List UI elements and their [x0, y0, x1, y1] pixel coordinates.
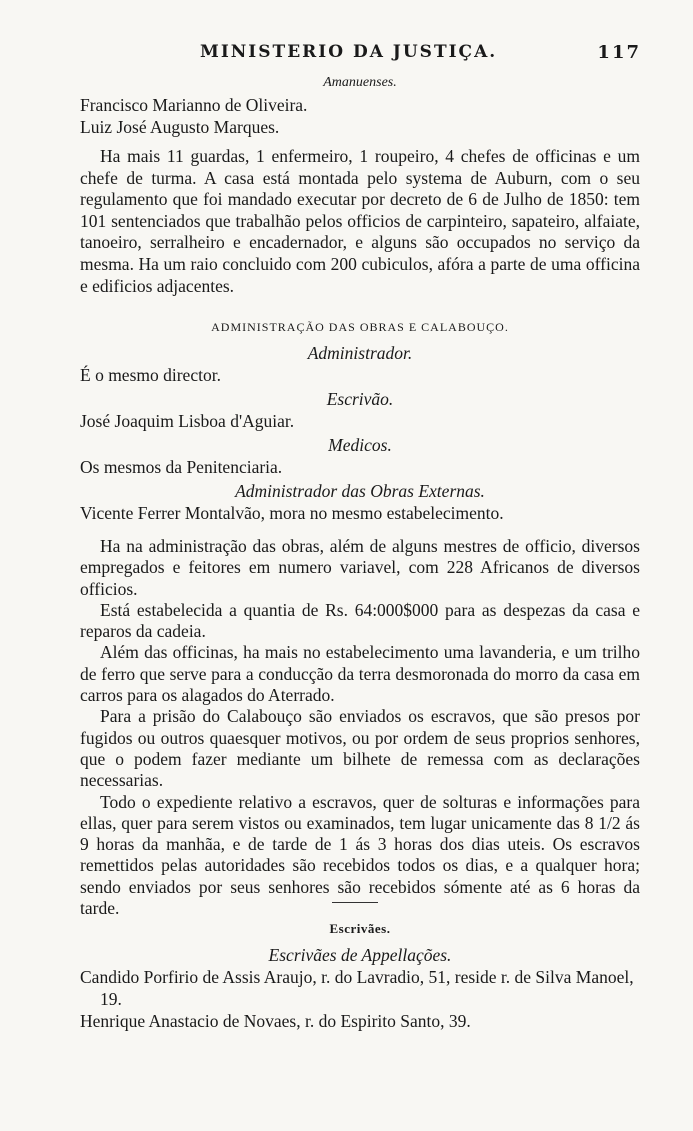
- paragraph-text: Ha na administração das obras, além de alguns mestres de officio, diversos empregados e feitores em numero variavel, com 228 Africanos de diversos officios.: [80, 536, 640, 599]
- obras-paragraphs: [80, 536, 640, 919]
- amanuenses-section: [80, 72, 640, 138]
- section-title: ADMINISTRAÇÃO DAS OBRAS E CALABOUÇO.: [211, 320, 509, 334]
- escrivao-text: José Joaquim Lisboa d'Aguiar.: [80, 411, 295, 431]
- page-number: 117: [597, 42, 641, 63]
- paragraph-text: Todo o expediente relativo a escravos, quer de solturas e informações para ellas, quer para serem vistos ou examinados, tem lugar unicamente das 8 1/2 ás 9 horas da manhãa, e de tarde de 1 ás 3 horas dos dias uteis. Os escravos remettidos pelas autoridades são recebidos todos os dias, e a qualquer hora; sendo enviados por seus senhores são recebidos sómente até as 6 horas da tarde.: [80, 791, 640, 919]
- escrivao-heading: Escrivão.: [326, 389, 394, 409]
- administrador-heading: Administrador.: [307, 343, 413, 363]
- amanuense-name: Luiz José Augusto Marques.: [80, 117, 280, 137]
- escrivao-entry: Candido Porfirio de Assis Araujo, r. do Lavradio, 51, reside r. de Silva Manoel, 19.: [80, 967, 634, 1009]
- medicos-heading: Medicos.: [328, 435, 392, 455]
- running-title: MINISTERIO DA JUSTIÇA.: [200, 42, 498, 62]
- section-divider: [332, 902, 378, 903]
- amanuenses-heading: Amanuenses.: [323, 75, 397, 90]
- escrivaes-title: Escrivães.: [329, 921, 391, 936]
- amanuense-name: Francisco Marianno de Oliveira.: [80, 95, 308, 115]
- escrivaes-section: [80, 918, 640, 1032]
- administrador-text: É o mesmo director.: [80, 365, 221, 385]
- obras-heading: Administrador das Obras Externas.: [235, 481, 485, 501]
- paragraph-text: Para a prisão do Calabouço são enviados os escravos, que são presos por fugidos ou outros quaesquer motivos, ou por ordem de seus proprios senhores, que o podem fazer mediante um bilhete de remessa com as declarações necessarias.: [80, 706, 640, 791]
- paragraph-text: Além das officinas, ha mais no estabelecimento uma lavanderia, e um trilho de ferro que serve para a conducção da terra desmoronada do morro da casa em carros para os alagados do Aterrado.: [80, 642, 640, 706]
- paragraph-text: Ha mais 11 guardas, 1 enfermeiro, 1 roupeiro, 4 chefes de officinas e um chefe de turma. A casa está montada pelo systema de Auburn, com o seu regulamento que foi mandado executar por decreto de 6 de Julho de 1850: tem 101 sentenciados que trabalhão pelos officios de carpinteiro, sapateiro, alfaiate, tanoeiro, serralheiro e encadernador, e alguns são occupados no serviço da mesma. Ha um raio concluido com 200 cubiculos, afóra a parte de uma officina e edificios adjacentes.: [80, 146, 640, 296]
- paragraph-text: Está estabelecida a quantia de Rs. 64:000$000 para as despezas da casa e reparos da cadeia.: [80, 599, 640, 642]
- escrivaes-subtitle: Escrivães de Appellações.: [268, 945, 452, 965]
- obras-text: Vicente Ferrer Montalvão, mora no mesmo estabelecimento.: [80, 503, 504, 523]
- administracao-section: [80, 316, 640, 524]
- penitenciaria-paragraph: [80, 146, 640, 297]
- escrivao-entry: Henrique Anastacio de Novaes, r. do Espirito Santo, 39.: [80, 1011, 471, 1031]
- medicos-text: Os mesmos da Penitenciaria.: [80, 457, 283, 477]
